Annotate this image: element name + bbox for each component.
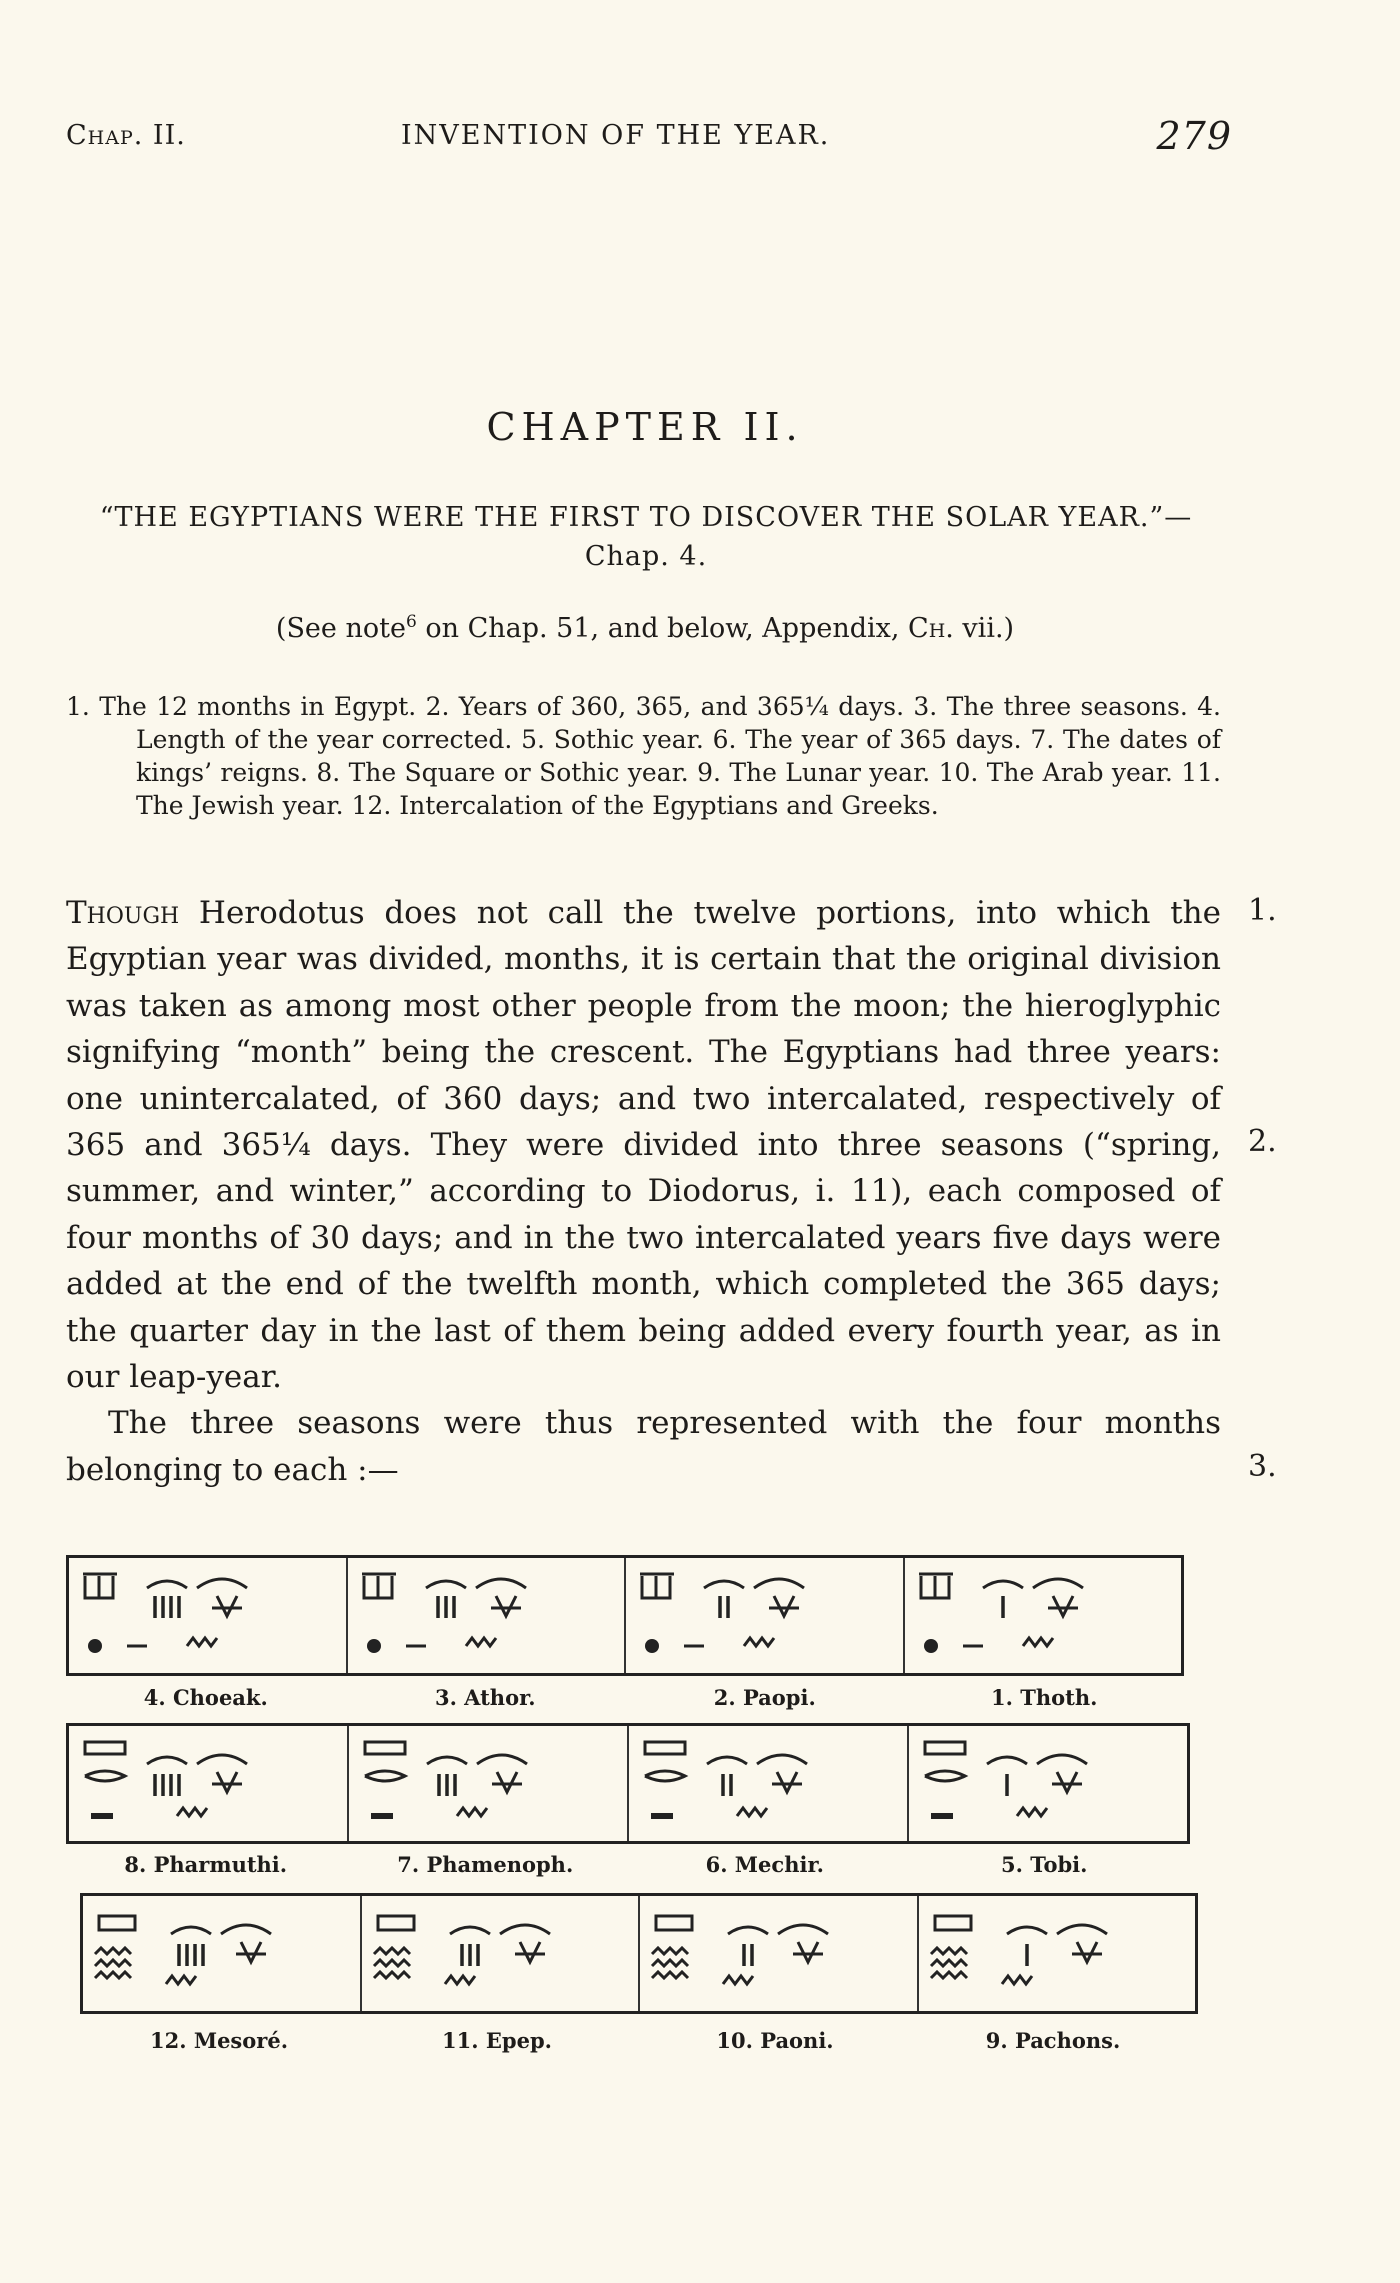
season-glyph-icon: [927, 1904, 1187, 1999]
body-text: [66, 890, 1221, 1493]
season-glyph-icon: [356, 1566, 616, 1661]
month-caption: 11. Epep.: [442, 2028, 552, 2053]
glyph-cell: [349, 1726, 629, 1841]
month-caption: 9. Pachons.: [985, 2028, 1121, 2053]
drop-word: Though: [66, 895, 180, 931]
caption-row-2: [66, 1852, 1184, 1877]
month-caption: 7. Phamenoph.: [397, 1852, 574, 1877]
glyph-cell: [629, 1726, 909, 1841]
season-glyph-icon: [91, 1904, 351, 1999]
glyph-cell: [69, 1558, 348, 1673]
month-caption: 5. Tobi.: [1001, 1852, 1088, 1877]
season-glyph-icon: [370, 1904, 630, 1999]
running-head-chapter: Chap. II.: [66, 120, 186, 151]
chapter-note: [0, 612, 1290, 644]
month-caption: 2. Paopi.: [713, 1685, 816, 1710]
month-caption: 12. Mesoré.: [149, 2028, 289, 2053]
glyph-cell: [348, 1558, 627, 1673]
margin-number-1: 1.: [1248, 893, 1277, 928]
hieroglyph-row-1: [66, 1555, 1184, 1676]
hieroglyph-row-3: [80, 1893, 1198, 2014]
glyph-cell: [640, 1896, 919, 2011]
season-glyph-icon: [357, 1734, 617, 1829]
note-end: vii.): [953, 613, 1015, 644]
running-head: [66, 114, 1232, 160]
note-superscript: 6: [405, 612, 417, 632]
month-caption: 4. Choeak.: [143, 1685, 268, 1710]
note-middle: on Chap. 51, and below, Appendix,: [416, 613, 909, 644]
note-prefix: (See note: [275, 613, 406, 644]
margin-number-2: 2.: [1248, 1124, 1277, 1159]
paragraph-1: [66, 890, 1221, 1400]
caption-row-3: [80, 2028, 1192, 2053]
page-number: 279: [1156, 114, 1232, 158]
month-caption: 10. Paoni.: [716, 2028, 834, 2053]
paragraph-1-text: Herodotus does not call the twelve portions, into which the Egyptian year was divided, months, it is certain that the original division was taken as among most other people from the moon; the hieroglyphic signifying “month” being the crescent. The Egyptians had three years: one unintercalated, of 360 days; and two intercalated, respectively of 365 and 365¼ days. They were divided into three seasons (“spring, summer, and winter,” according to Diodorus, i. 11), each composed of four months of 30 days; and in the two intercalated years five days were added at the end of the twelfth month, which completed the 365 days; the quarter day in the last of them being added every fourth year, as in our leap-year.: [66, 895, 1221, 1396]
season-glyph-icon: [637, 1734, 897, 1829]
paragraph-2: The three seasons were thus represented with the four months belonging to each :—: [66, 1405, 1221, 1488]
month-caption: 6. Mechir.: [705, 1852, 824, 1877]
glyph-cell: [919, 1896, 1196, 2011]
hieroglyph-row-2: [66, 1723, 1190, 1844]
caption-row-1: [66, 1685, 1184, 1710]
glyph-cell: [83, 1896, 362, 2011]
month-caption: 3. Athor.: [434, 1685, 536, 1710]
chapter-title: CHAPTER II.: [486, 405, 804, 449]
glyph-cell: [905, 1558, 1182, 1673]
summary-text: 1. The 12 months in Egypt. 2. Years of 360, 365, and 365¼ days. 3. The three seasons. 4. Length of the year corrected. 5. Sothic year. 6. The year of 365 days. 7. The dates of kings’ reigns. 8. The Square or Sothic year. 9. The Lunar year. 10. The Arab year. 11. The Jewish year. 12. Intercalation of the Egyptians and Greeks.: [66, 692, 1221, 820]
month-caption: 8. Pharmuthi.: [124, 1852, 288, 1877]
season-glyph-icon: [913, 1566, 1173, 1661]
note-smallcaps: Ch.: [908, 613, 954, 644]
running-head-title: INVENTION OF THE YEAR.: [401, 120, 831, 151]
glyph-cell: [626, 1558, 905, 1673]
season-glyph-icon: [634, 1566, 894, 1661]
season-glyph-icon: [648, 1904, 908, 1999]
season-glyph-icon: [77, 1566, 337, 1661]
glyph-cell: [909, 1726, 1187, 1841]
chapter-epigraph: “THE EGYPTIANS WERE THE FIRST TO DISCOVER THE SOLAR YEAR.”—Chap. 4.: [99, 502, 1193, 572]
margin-number-3: 3.: [1248, 1449, 1277, 1484]
month-caption: 1. Thoth.: [991, 1685, 1098, 1710]
glyph-cell: [362, 1896, 641, 2011]
chapter-summary: [66, 690, 1221, 822]
season-glyph-icon: [917, 1734, 1177, 1829]
glyph-cell: [69, 1726, 349, 1841]
season-glyph-icon: [77, 1734, 337, 1829]
